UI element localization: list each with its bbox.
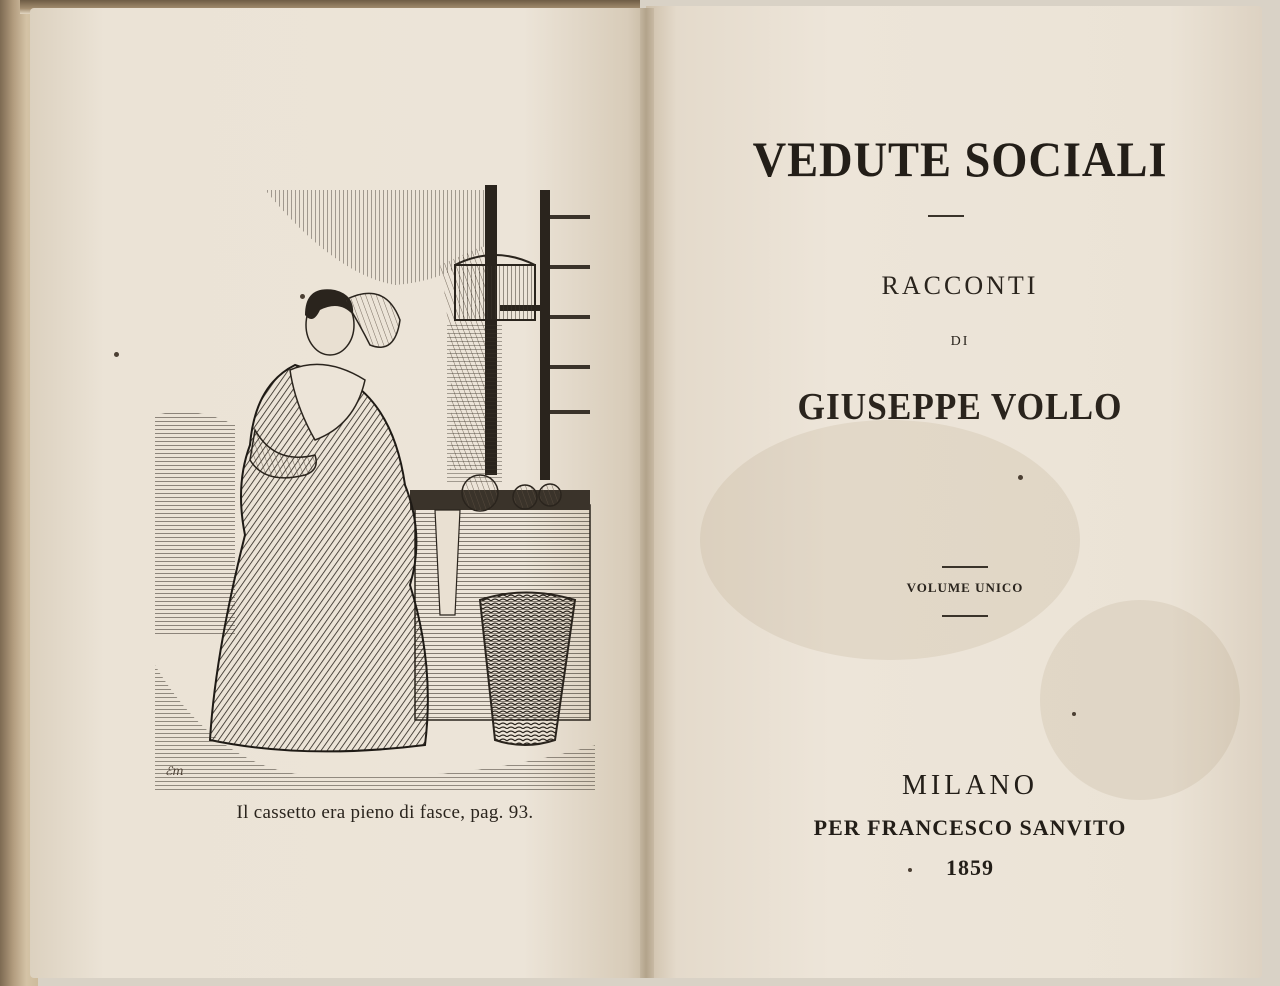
svg-text:ℰm: ℰm <box>165 764 184 778</box>
volume-rule-top <box>942 566 988 568</box>
ink-speck <box>1018 475 1023 480</box>
book-gutter <box>640 8 654 978</box>
illustration-caption: Il cassetto era pieno di fasce, pag. 93. <box>236 802 534 823</box>
book-author: GIUSEPPE VOLLO <box>797 386 1123 428</box>
title-rule <box>928 215 964 217</box>
book-subtitle: RACCONTI <box>881 271 1039 300</box>
author-prefix: DI <box>950 334 970 349</box>
ink-speck <box>908 868 912 872</box>
engraving-illustration <box>155 185 595 790</box>
publisher: PER FRANCESCO SANVITO <box>813 815 1127 840</box>
volume-label: VOLUME UNICO <box>906 580 1024 595</box>
ink-speck <box>300 294 305 299</box>
publication-city: MILANO <box>902 770 1038 801</box>
stain <box>700 420 1080 660</box>
book-title: VEDUTE SOCIALI <box>752 131 1168 187</box>
volume-rule-bottom <box>942 615 988 617</box>
publication-year: 1859 <box>946 855 994 880</box>
ink-speck <box>114 352 119 357</box>
ink-speck <box>1072 712 1076 716</box>
